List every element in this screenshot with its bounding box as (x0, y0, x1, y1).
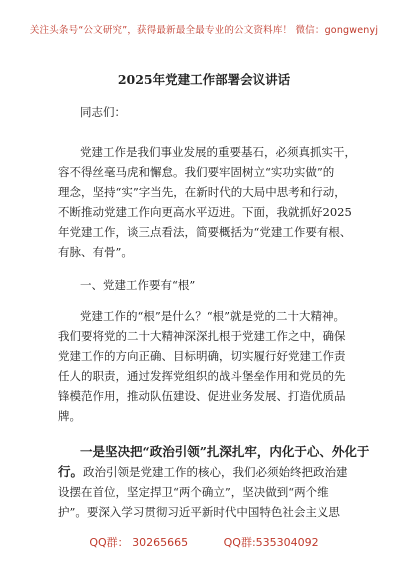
document-title: 2025年党建工作部署会议讲话 (117, 72, 291, 87)
footer-qq-group-2: QQ群:535304092 (223, 536, 319, 549)
salutation (58, 102, 360, 122)
section1-line: 党建工作的“根”是什么？“根”就是党的二十大精神。 (80, 309, 346, 323)
section1-heading (58, 275, 360, 295)
intro-line: 有脉、有骨”。 (58, 245, 133, 259)
section1-line: 任人的职责，通过发挥党组织的战斗堡垒作用和党员的先 (58, 369, 346, 383)
point1-line-rest: 政治引领是党建工作的核心，我们必须始终把政治建 (83, 465, 348, 479)
section1-line: 锋模范作用，推动队伍建设、促进业务发展、打造优质品 (58, 389, 346, 403)
intro-line: 不断推动党建工作向更高水平迈进。下面，我就抓好2025 (58, 205, 352, 219)
footer-qq-group-1: QQ群： 30265665 (89, 536, 189, 549)
point1-line: 设摆在首位，坚定捍卫“两个确立”，坚决做到“两个维 (58, 485, 329, 499)
section1-line: 我们要将党的二十大精神深深扎根于党建工作之中，确保 (58, 329, 346, 343)
intro-paragraph (58, 142, 360, 262)
header-banner: 关注头条号“公文研究”，获得最新最全最专业的公文资料库！ 微信：gongwenyj (29, 25, 379, 36)
intro-line: 理念，坚持“实”字当先，在新时代的大局中思考和行动， (58, 185, 346, 199)
point1-line: 护”。要深入学习贯彻习近平新时代中国特色社会主义思 (58, 505, 340, 519)
intro-line: 党建工作是我们事业发展的重要基石，必须真抓实干， (80, 145, 356, 159)
intro-line: 年党建工作，谈三点看法，简要概括为“党建工作要有根、 (58, 225, 352, 239)
section1-heading-text: 一、党建工作要有“根” (80, 278, 196, 292)
point1-paragraph (58, 442, 370, 522)
section1-line: 党建工作的方向正确、目标明确，切实履行好党建工作责 (58, 349, 346, 363)
footer-qq-groups (0, 534, 408, 550)
section1-line: 牌。 (58, 409, 81, 423)
point1-line (58, 462, 360, 482)
point1-bold-heading: 一是坚决把“政治引领”扎深扎牢，内化于心、外化于 (80, 444, 370, 459)
salutation-text: 同志们： (80, 105, 126, 119)
point1-bold-tail: 行。 (58, 464, 84, 479)
section1-paragraph (58, 306, 360, 426)
intro-line: 容不得丝毫马虎和懈怠。我们要牢固树立“实功实做”的 (58, 165, 335, 179)
